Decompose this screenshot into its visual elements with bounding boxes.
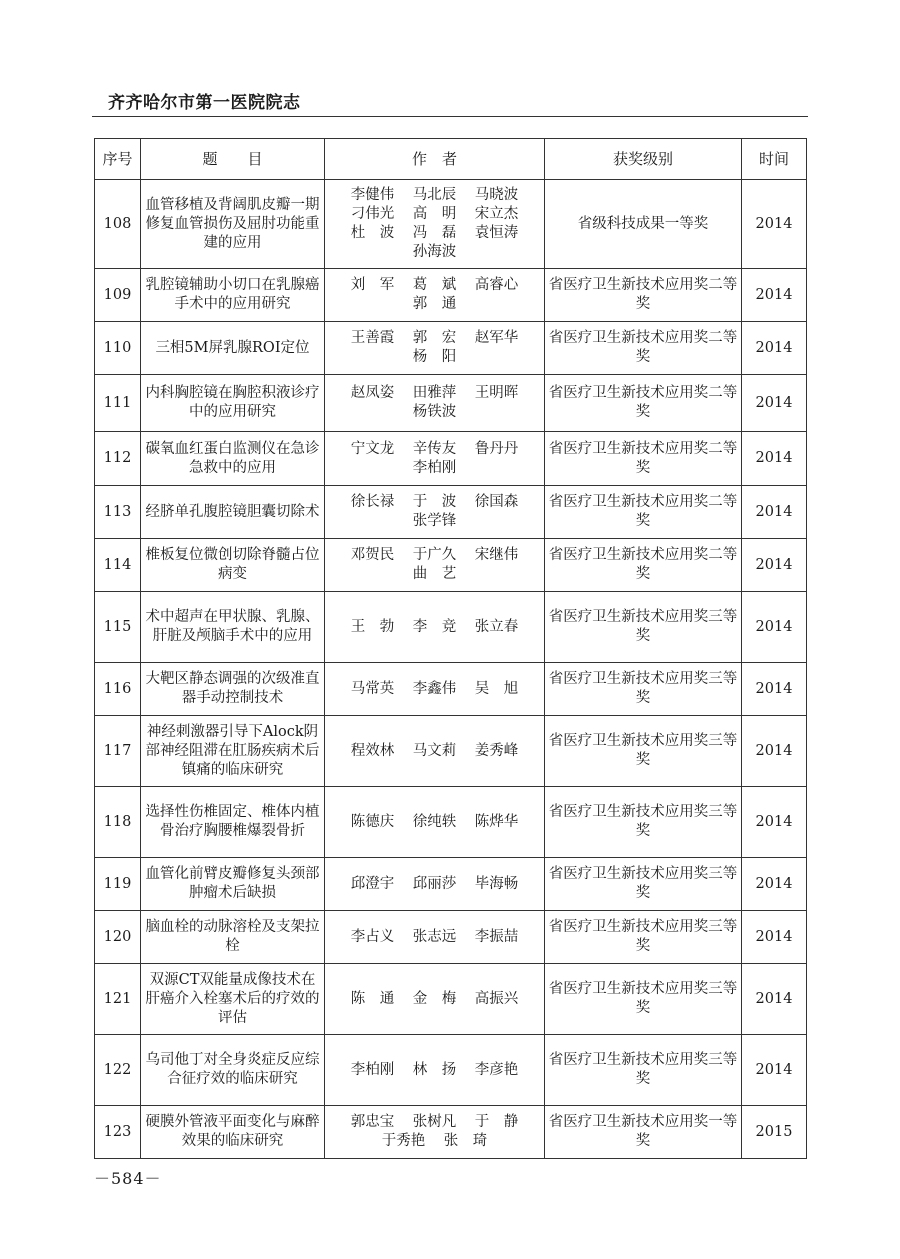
row-number: 110 [95, 322, 141, 375]
row-number: 117 [95, 716, 141, 787]
project-title: 乌司他丁对全身炎症反应综合征疗效的临床研究 [141, 1035, 325, 1106]
table-row [95, 269, 807, 322]
author-name: 于 静 [474, 1114, 519, 1130]
author-name: 程效林 [350, 742, 395, 759]
award-year: 2014 [742, 716, 807, 787]
author-name: 徐国森 [474, 494, 519, 510]
author-name: 杜 波 [350, 225, 395, 241]
author-name: 李彦艳 [474, 1061, 519, 1078]
award-level: 省医疗卫生新技术应用奖二等奖 [545, 269, 742, 322]
author-name: 李 竞 [412, 618, 457, 635]
author-name: 于秀艳 [381, 1133, 426, 1149]
row-number: 111 [95, 375, 141, 432]
project-title: 三相5M屏乳腺ROI定位 [141, 322, 325, 375]
award-level: 省医疗卫生新技术应用奖二等奖 [545, 432, 742, 486]
authors-cell [325, 716, 545, 787]
authors-cell [325, 1035, 545, 1106]
award-year: 2014 [742, 592, 807, 663]
author-name: 曲 艺 [412, 566, 457, 582]
award-year: 2014 [742, 964, 807, 1035]
author-name: 葛 斌 [412, 277, 457, 293]
author-name: 赵凤姿 [350, 385, 395, 401]
author-name: 辛传友 [412, 440, 457, 457]
award-year: 2014 [742, 539, 807, 592]
author-name: 吴 旭 [474, 680, 519, 697]
header-divider [92, 116, 808, 117]
author-name: 李占义 [350, 928, 395, 945]
project-title: 血管移植及背阔肌皮瓣一期修复血管损伤及屈肘功能重建的应用 [141, 180, 325, 269]
table-row [95, 787, 807, 858]
table-row [95, 432, 807, 486]
authors-cell [325, 1106, 545, 1159]
project-title: 双源CT双能量成像技术在肝癌介入栓塞术后的疗效的评估 [141, 964, 325, 1035]
award-year: 2014 [742, 486, 807, 539]
project-title: 选择性伤椎固定、椎体内植骨治疗胸腰椎爆裂骨折 [141, 787, 325, 858]
page-number: －584－ [94, 1169, 162, 1188]
project-title: 碳氧血红蛋白监测仪在急诊急救中的应用 [141, 432, 325, 486]
project-title: 血管化前臂皮瓣修复头颈部肿瘤术后缺损 [141, 858, 325, 911]
author-name: 张学锋 [412, 513, 457, 529]
authors-cell [325, 322, 545, 375]
authors-cell [325, 964, 545, 1035]
author-name: 宋继伟 [474, 547, 519, 563]
table-body [95, 180, 807, 1159]
award-level: 省级科技成果一等奖 [545, 180, 742, 269]
table-row [95, 964, 807, 1035]
table-row [95, 375, 807, 432]
row-number: 109 [95, 269, 141, 322]
page-header-title: 齐齐哈尔市第一医院院志 [108, 93, 301, 113]
award-year: 2014 [742, 375, 807, 432]
project-title: 椎板复位微创切除脊髓占位病变 [141, 539, 325, 592]
author-name: 高振兴 [474, 990, 519, 1007]
author-name: 张树凡 [412, 1114, 457, 1130]
authors-cell [325, 375, 545, 432]
table-row [95, 858, 807, 911]
project-title: 经脐单孔腹腔镜胆囊切除术 [141, 486, 325, 539]
award-year: 2014 [742, 911, 807, 964]
author-name: 毕海畅 [474, 875, 519, 892]
author-name: 高睿心 [474, 277, 519, 293]
author-name: 赵军华 [474, 330, 519, 346]
award-year: 2014 [742, 432, 807, 486]
author-name: 李柏刚 [350, 1061, 395, 1078]
author-name: 姜秀峰 [474, 742, 519, 759]
award-level: 省医疗卫生新技术应用奖三等奖 [545, 964, 742, 1035]
row-number: 113 [95, 486, 141, 539]
award-year: 2014 [742, 1035, 807, 1106]
authors-cell [325, 663, 545, 716]
author-name: 李振喆 [474, 928, 519, 945]
project-title: 乳腔镜辅助小切口在乳腺癌手术中的应用研究 [141, 269, 325, 322]
project-title: 脑血栓的动脉溶栓及支架拉栓 [141, 911, 325, 964]
table-row [95, 592, 807, 663]
author-name: 冯 磊 [412, 225, 457, 241]
row-number: 119 [95, 858, 141, 911]
award-level: 省医疗卫生新技术应用奖二等奖 [545, 539, 742, 592]
author-name: 王明晖 [474, 385, 519, 401]
table-row [95, 1106, 807, 1159]
award-level: 省医疗卫生新技术应用奖三等奖 [545, 787, 742, 858]
author-name: 徐长禄 [350, 494, 395, 510]
row-number: 112 [95, 432, 141, 486]
row-number: 118 [95, 787, 141, 858]
author-name: 刘 军 [350, 277, 395, 293]
project-title: 神经刺激器引导下Alock阴部神经阻滞在肛肠疾病术后镇痛的临床研究 [141, 716, 325, 787]
author-name: 王 勃 [350, 618, 395, 635]
author-name: 马文莉 [412, 742, 457, 759]
row-number: 122 [95, 1035, 141, 1106]
award-year: 2014 [742, 269, 807, 322]
authors-cell [325, 180, 545, 269]
author-name: 林 扬 [412, 1061, 457, 1078]
award-year: 2015 [742, 1106, 807, 1159]
award-level: 省医疗卫生新技术应用奖二等奖 [545, 322, 742, 375]
author-name: 陈 通 [350, 990, 395, 1007]
award-year: 2014 [742, 663, 807, 716]
author-name: 袁恒涛 [474, 225, 519, 241]
award-year: 2014 [742, 787, 807, 858]
row-number: 115 [95, 592, 141, 663]
award-level: 省医疗卫生新技术应用奖一等奖 [545, 1106, 742, 1159]
author-name: 于广久 [412, 547, 457, 563]
author-name: 于 波 [412, 494, 457, 510]
table-row [95, 486, 807, 539]
author-name: 张立春 [474, 618, 519, 635]
author-name: 金 梅 [412, 990, 457, 1007]
author-name: 李柏刚 [412, 459, 457, 476]
awards-table [94, 138, 807, 1159]
table-header-row [95, 139, 807, 180]
author-name: 高 明 [412, 206, 457, 222]
author-name: 李鑫伟 [412, 680, 457, 697]
author-name: 张 琦 [443, 1133, 488, 1149]
authors-cell [325, 539, 545, 592]
author-name: 杨铁波 [412, 404, 457, 420]
table-row [95, 180, 807, 269]
award-level: 省医疗卫生新技术应用奖三等奖 [545, 663, 742, 716]
authors-cell [325, 787, 545, 858]
row-number: 114 [95, 539, 141, 592]
award-level: 省医疗卫生新技术应用奖三等奖 [545, 858, 742, 911]
author-name: 郭 宏 [412, 330, 457, 346]
author-name: 杨 阳 [412, 349, 457, 365]
award-level: 省医疗卫生新技术应用奖三等奖 [545, 716, 742, 787]
row-number: 121 [95, 964, 141, 1035]
row-number: 123 [95, 1106, 141, 1159]
row-number: 108 [95, 180, 141, 269]
authors-cell [325, 432, 545, 486]
author-name: 徐纯轶 [412, 813, 457, 830]
row-number: 116 [95, 663, 141, 716]
column-header-authors: 作 者 [325, 139, 545, 180]
authors-cell [325, 858, 545, 911]
author-name: 张志远 [412, 928, 457, 945]
table-row [95, 663, 807, 716]
award-level: 省医疗卫生新技术应用奖二等奖 [545, 486, 742, 539]
author-name: 李健伟 [350, 187, 395, 203]
author-name: 郭忠宝 [350, 1114, 395, 1130]
author-name: 陈烨华 [474, 813, 519, 830]
award-year: 2014 [742, 858, 807, 911]
table-row [95, 911, 807, 964]
column-header-year: 时间 [742, 139, 807, 180]
row-number: 120 [95, 911, 141, 964]
author-name: 马北辰 [412, 187, 457, 203]
author-name: 邱澄宇 [350, 875, 395, 892]
author-name: 马晓波 [474, 187, 519, 203]
author-name: 刁伟光 [350, 206, 395, 222]
author-name: 邓贺民 [350, 547, 395, 563]
authors-cell [325, 911, 545, 964]
authors-cell [325, 486, 545, 539]
award-year: 2014 [742, 180, 807, 269]
column-header-no: 序号 [95, 139, 141, 180]
author-name: 郭 通 [412, 296, 457, 312]
award-level: 省医疗卫生新技术应用奖三等奖 [545, 592, 742, 663]
author-name: 田雅萍 [412, 385, 457, 401]
project-title: 术中超声在甲状腺、乳腺、肝脏及颅脑手术中的应用 [141, 592, 325, 663]
table-row [95, 716, 807, 787]
award-level: 省医疗卫生新技术应用奖二等奖 [545, 375, 742, 432]
table-row [95, 1035, 807, 1106]
author-name: 鲁丹丹 [474, 440, 519, 457]
author-name: 马常英 [350, 680, 395, 697]
table-row [95, 322, 807, 375]
author-name: 宁文龙 [350, 440, 395, 457]
award-level: 省医疗卫生新技术应用奖三等奖 [545, 1035, 742, 1106]
author-name: 邱丽莎 [412, 875, 457, 892]
author-name: 王善霞 [350, 330, 395, 346]
authors-cell [325, 269, 545, 322]
author-name: 孙海波 [412, 244, 457, 260]
column-header-award: 获奖级别 [545, 139, 742, 180]
award-level: 省医疗卫生新技术应用奖三等奖 [545, 911, 742, 964]
column-header-title: 题 目 [141, 139, 325, 180]
table-row [95, 539, 807, 592]
author-name: 陈德庆 [350, 813, 395, 830]
authors-cell [325, 592, 545, 663]
project-title: 内科胸腔镜在胸腔积液诊疗中的应用研究 [141, 375, 325, 432]
author-name: 宋立杰 [474, 206, 519, 222]
award-year: 2014 [742, 322, 807, 375]
project-title: 大靶区静态调强的次级准直器手动控制技术 [141, 663, 325, 716]
project-title: 硬膜外管液平面变化与麻醉效果的临床研究 [141, 1106, 325, 1159]
